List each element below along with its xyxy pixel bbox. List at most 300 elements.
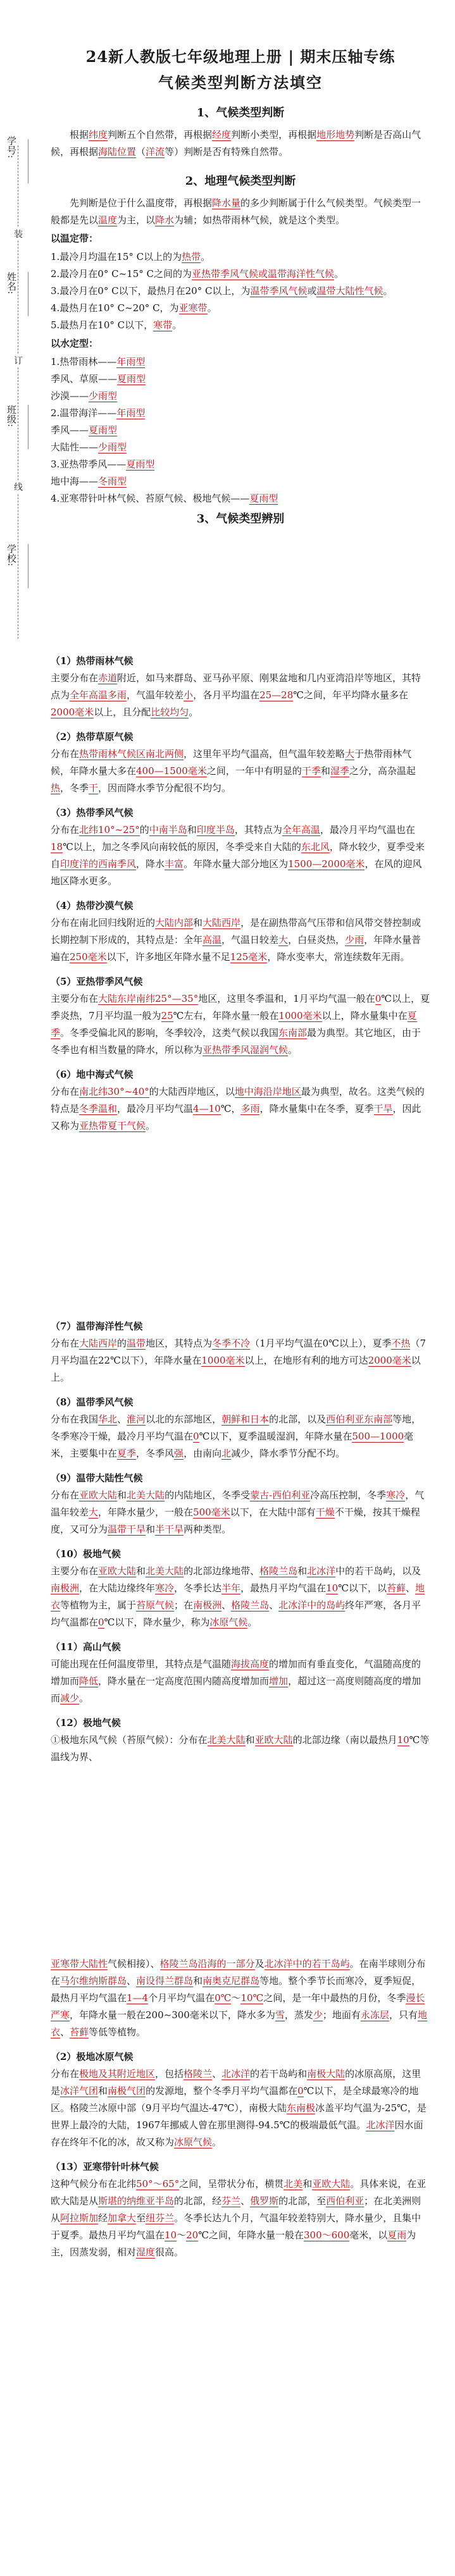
answer-fill: 0℃ <box>215 1992 232 2004</box>
answer-fill: 0 <box>297 2085 304 2097</box>
answer-fill: 干旱 <box>373 1103 393 1114</box>
answer-fill: 印度半岛 <box>196 824 235 835</box>
answer-fill: 减少 <box>60 1692 80 1704</box>
answer-fill: 0 <box>193 1431 199 1442</box>
answer-fill: 亚欧大陆 <box>98 1565 137 1577</box>
answer-fill: 亚热带夏干气候 <box>79 1120 146 1131</box>
margin-label-name: 姓名: <box>6 272 17 295</box>
text-run: 和 <box>117 1489 127 1501</box>
text-run: 经 <box>98 2212 108 2224</box>
text-run: 这种气候分布在北纬 <box>51 2178 137 2190</box>
margin-blank-school <box>28 544 29 588</box>
answer-fill: 纬度 <box>89 129 108 140</box>
answer-fill: 温度 <box>98 214 118 226</box>
text-run: 附近，如马来群岛、亚马孙平原、刚果盆地和几内亚湾沿岸等地区，其特点为 <box>51 672 421 701</box>
answer-fill: 夏季 <box>51 1010 417 1038</box>
text-run: 等）判断是否有特殊自然带。 <box>165 146 289 157</box>
answer-fill: 高温 <box>203 934 222 946</box>
answer-fill: 300～600 <box>304 2229 350 2241</box>
item-title: （7）温带海洋性气候 <box>51 1321 143 1332</box>
text-run: 主要分布在 <box>51 993 99 1004</box>
answer-fill: 1000毫米 <box>201 1355 245 1366</box>
answer-fill: 加拿大 <box>108 2212 137 2224</box>
answer-fill: 温带干旱 <box>108 1524 146 1535</box>
text-run: 至 <box>136 2212 146 2224</box>
temp-heading: 以温定带： <box>51 233 99 244</box>
rain-heading: 以水定型： <box>51 338 99 349</box>
answer-fill: 东南部 <box>278 1027 308 1038</box>
answer-fill: 朝鲜和日本 <box>221 1414 270 1425</box>
text-run: 以上，在地形有利的地方可达 <box>244 1355 368 1366</box>
answer-fill: 热 <box>51 782 61 794</box>
text-run: ，按其干燥程度，又可分为 <box>51 1507 420 1535</box>
binding-margin <box>0 0 41 759</box>
text-run: ，在风的迎风地区降水更多。 <box>51 858 422 887</box>
text-run: ，蒸发 <box>284 2009 313 2021</box>
answer-fill: 500毫米 <box>193 1507 230 1518</box>
answer-fill: 10℃ <box>240 1992 264 2004</box>
text-run: 分布在 <box>51 1086 80 1097</box>
answer-fill: 苔藓 <box>386 1582 406 1594</box>
text-run: 1.最冷月均温在15° C以上的为 <box>51 251 182 262</box>
text-run: ℃之间，年平均降水量多在 <box>293 689 409 701</box>
text-run: ；在北美洲则从 <box>51 2195 421 2224</box>
text-run: 之分，高杂温起 <box>349 765 416 777</box>
text-run: ℃以下，夏季温暖湿润，年降水量在 <box>199 1431 352 1442</box>
text-run: ℃以上，加之冬季风向南较低的原因，冬季受来自大陆的 <box>63 841 301 853</box>
text-run: 根据 <box>70 129 89 140</box>
answer-fill: 南极洲 <box>193 1599 222 1611</box>
text-run: 。 <box>247 1617 258 1628</box>
answer-fill: 北冰洋 <box>221 2068 251 2080</box>
text-run: 以下，在大陆中部有 <box>230 1507 316 1518</box>
item-body <box>51 2066 430 2151</box>
answer-fill: 干季 <box>301 765 321 777</box>
answer-fill: 地衣 <box>51 2009 427 2038</box>
binding-word-xian: 线 <box>13 481 24 493</box>
answer-fill: 夏雨型 <box>249 493 278 504</box>
text-run: 。 <box>146 1120 156 1131</box>
text-run: 两种类型。 <box>184 1524 232 1535</box>
text-run: 的增加而有垂直变化，气温随高度的增加而 <box>51 1658 421 1687</box>
answer-fill: 南设得兰群岛 <box>136 1975 194 1987</box>
answer-fill: 不热 <box>391 1338 411 1349</box>
answer-fill: 北 <box>221 1448 232 1459</box>
text-run: 分布在 <box>51 748 80 760</box>
item-body <box>51 990 430 1059</box>
text-run: 的北部边缘地带、 <box>184 1565 260 1577</box>
answer-fill: 降低 <box>79 1675 99 1687</box>
answer-fill: 比较均匀 <box>151 706 189 718</box>
text-run: 、 <box>60 2026 70 2038</box>
answer-fill: 湿度 <box>136 2246 156 2258</box>
answer-fill: 俄罗斯 <box>250 2195 279 2207</box>
item-title: （13）亚寒带针叶林气候 <box>51 2161 159 2172</box>
text-run: ℃以下，是全球最寒冷的地区。格陵兰冰原中部（9月平均气温达-47℃），南极大陆 <box>51 2085 419 2114</box>
answer-fill: 夏雨型 <box>117 373 146 385</box>
text-run: 的多少判断属于什么气候类型。气候类型一般都是先以 <box>51 197 421 226</box>
answer-fill: 夏雨 <box>387 2229 407 2241</box>
text-run: 等地，冬季寒冷干燥，最冷月平均气温在 <box>51 1414 421 1442</box>
text-run: 之间，一年中有明显的 <box>206 765 302 777</box>
text-run: ℃以下，降水量少，称为 <box>104 1617 210 1628</box>
answer-fill: 全年高温 <box>282 824 320 835</box>
answer-fill: 1500—2000毫米 <box>288 858 365 870</box>
text-run: 、 <box>212 2068 222 2080</box>
text-run: 分布在 <box>51 2068 80 2080</box>
item-title: （9）温带大陆性气候 <box>51 1472 143 1484</box>
list-item <box>51 422 430 439</box>
answer-fill: 大陆东岸南纬25°—35° <box>98 993 199 1004</box>
answer-fill: 南极洲 <box>51 1582 80 1594</box>
answer-fill: 纽芬兰 <box>146 2212 175 2224</box>
answer-fill: 冬季不冷 <box>212 1338 251 1349</box>
document-title: 24新人教版七年级地理上册 | 期末压轴专练 <box>85 47 396 66</box>
list-item <box>51 473 430 490</box>
text-run: 以上，且分配 <box>94 706 151 718</box>
answer-fill: 1000毫米 <box>278 1010 322 1021</box>
climate-items <box>51 653 430 1135</box>
answer-fill: 0 <box>375 993 382 1004</box>
text-run: ℃等温线为界、 <box>51 1734 430 1763</box>
answer-fill: 亚欧大陆 <box>254 1734 293 1746</box>
answer-fill: 海陆位置 <box>98 146 137 157</box>
answer-fill: 冬季温和 <box>79 1103 118 1114</box>
text-run: （1月平均气温在0℃以上），夏季 <box>250 1338 392 1349</box>
answer-fill: 2000毫米 <box>51 706 94 718</box>
text-run: 分布在南北回归线附近的 <box>51 917 156 928</box>
text-run: 和 <box>193 917 203 928</box>
text-run: ，因此又称为 <box>51 1103 421 1131</box>
answer-fill: 冰洋气团 <box>60 2085 99 2097</box>
text-run: 分布在 <box>51 1338 80 1349</box>
text-run: 个月平均气温在 <box>148 1992 215 2004</box>
text-run: 和 <box>320 765 330 777</box>
text-run: 很高。 <box>155 2246 184 2258</box>
margin-label-student-id: 学号: <box>6 136 17 159</box>
text-run: 和 <box>136 1565 146 1577</box>
text-run: ℃左右，年降水量一般在 <box>173 1010 279 1021</box>
text-run: ℃以下，以 <box>338 1582 387 1594</box>
text-run: 3.最冷月在0° C以下，最热月在20° C以上，为 <box>51 285 251 297</box>
text-run: 的北部，至 <box>278 2195 327 2207</box>
text-run: 季风—— <box>51 424 89 436</box>
answer-fill: 400—1500毫米 <box>136 765 207 777</box>
text-run: ，冬季 <box>60 782 89 794</box>
text-run: ，因而降水季节分配很不均匀。 <box>98 782 232 794</box>
list-item <box>51 300 430 317</box>
text-run: 。 <box>172 319 182 331</box>
answer-fill: 苔藓 <box>70 2026 89 2038</box>
text-run: ，气温年较差 <box>127 689 184 701</box>
document-content <box>51 0 430 2261</box>
answer-fill: 年雨型 <box>116 407 146 419</box>
text-run: 大陆性—— <box>51 441 99 453</box>
text-run: ；在 <box>174 1599 194 1611</box>
text-run: 。 <box>207 302 217 314</box>
text-run: 的北部，以及 <box>269 1414 327 1425</box>
answer-fill: 格陵兰岛 <box>259 1565 298 1577</box>
text-run: 之间，呈带状分布，横贯 <box>179 2178 284 2190</box>
rain-list <box>51 354 430 507</box>
text-run: ，降水 <box>136 858 165 870</box>
answer-fill: 1—4 <box>127 1992 149 2004</box>
text-run: 以北的东部地区， <box>146 1414 222 1425</box>
answer-fill: 降水 <box>155 214 175 226</box>
answer-fill: 东南极 <box>286 2102 315 2114</box>
item-title: （4）热带沙漠气候 <box>51 900 134 911</box>
answer-fill: 热带 <box>182 251 201 262</box>
list-item <box>51 354 430 371</box>
answer-fill: 全年高温多雨 <box>70 689 127 701</box>
list-item <box>51 405 430 422</box>
text-run: 主要分布在 <box>51 1565 99 1577</box>
text-run: 等低等植物。 <box>89 2026 146 2038</box>
text-run: ，包括 <box>155 2068 184 2080</box>
margin-label-class: 班级: <box>6 405 17 428</box>
answer-fill: 地衣 <box>51 1582 425 1611</box>
answer-fill: 西伯利亚东南部 <box>326 1414 393 1425</box>
section1-heading: 1、气候类型判断 <box>196 106 285 120</box>
answer-fill: 少雨型 <box>98 441 127 453</box>
text-run: 2.温带海洋—— <box>51 407 117 419</box>
answer-fill: 亚寒带大陆性 <box>51 1958 108 1969</box>
text-run: 2.最冷月在0° C~15° C之间的为 <box>51 268 192 280</box>
answer-fill: 阿拉斯加 <box>60 2212 99 2224</box>
answer-fill: 东北风 <box>301 841 330 853</box>
text-run: 、 <box>127 1975 137 1987</box>
text-run: ℃之间，年降水量一般在 <box>198 2229 304 2241</box>
answer-fill: 亚寒带 <box>178 302 208 314</box>
item-title: （12）极地气候 <box>51 1717 121 1729</box>
text-run: 4.最热月在10° C~20° C，为 <box>51 302 179 314</box>
answer-fill: 格陵兰岛沿海的一部分 <box>159 1958 255 1969</box>
text-run: 和 <box>302 2178 313 2190</box>
answer-fill: 夏雨型 <box>89 424 118 436</box>
margin-blank-student-id <box>28 139 29 183</box>
text-run: 的冰原高原，这里是 <box>51 2068 421 2097</box>
answer-fill: 亚欧大陆 <box>79 1489 118 1501</box>
answer-fill: 丰富 <box>165 858 184 870</box>
answer-fill: 华北 <box>98 1414 118 1425</box>
text-run: 4.亚寒带针叶林气候、苔原气候、极地气候—— <box>51 493 250 504</box>
text-run: ，超过这一高度则随高度的增加而 <box>51 1675 421 1704</box>
text-run: 的北部边缘（南以最热月 <box>292 1734 397 1746</box>
answer-fill: 少 <box>313 2009 323 2021</box>
answer-fill: 25—28 <box>259 689 294 701</box>
answer-fill: 马尔维纳斯群岛 <box>60 1975 127 1987</box>
text-run: 判断五个自然带，再根据 <box>108 129 213 140</box>
answer-fill: 25 <box>161 1010 173 1021</box>
answer-fill: 半年 <box>221 1582 241 1594</box>
answer-fill: 10 <box>326 1582 339 1594</box>
answer-fill: 北纬10°~25° <box>79 824 140 835</box>
answer-fill: 18 <box>51 841 63 853</box>
text-run: ①极地东风气候（苔原气候）：分布在 <box>51 1734 208 1746</box>
answer-fill: 125毫米 <box>230 951 268 963</box>
answer-fill: 大 <box>345 748 355 760</box>
answer-fill: 大陆西岸 <box>79 1338 118 1349</box>
answer-fill: 南奥克尼群岛 <box>203 1975 260 1987</box>
text-run: 最为典型，故名。这类气候的特点是 <box>51 1086 425 1114</box>
text-run: 和 <box>187 824 197 835</box>
answer-fill: 永冻层 <box>360 2009 389 2021</box>
answer-fill: 20 <box>186 2229 199 2241</box>
list-item <box>51 371 430 388</box>
text-run: 及 <box>254 1958 265 1969</box>
answer-fill: 苔原气候 <box>136 1599 175 1611</box>
text-run: 。 <box>201 251 211 262</box>
text-run: 毫米，主要集中在 <box>51 1431 414 1459</box>
text-run: 。年降水量大部分地区为 <box>184 858 289 870</box>
text-run: 判断小类型，再根据 <box>231 129 317 140</box>
text-run: 地区，这里冬季温和，1月平均气温一般在 <box>198 993 375 1004</box>
answer-fill: 芬兰 <box>221 2195 241 2207</box>
answer-fill: 2000毫米 <box>368 1355 411 1366</box>
text-run: 。 <box>79 1692 89 1704</box>
answer-fill: 蒙古-西伯利亚 <box>250 1489 311 1501</box>
text-run: ～ <box>231 1992 241 2004</box>
answer-fill: 多雨 <box>240 1103 260 1114</box>
text-run: 和 <box>245 1734 255 1746</box>
text-run: （ <box>136 146 146 157</box>
item-body <box>51 1411 430 1462</box>
text-run: （7月平均温在22℃以下），年降水量在 <box>51 1338 427 1366</box>
text-run: ，最冷月平均气温 <box>117 1103 194 1114</box>
answer-fill: 北冰洋 <box>366 2119 395 2131</box>
text-run: 为主，以 <box>117 214 156 226</box>
item-title: （3）热带季风气候 <box>51 807 134 818</box>
item-body <box>51 1563 430 1631</box>
answer-fill: 洋流 <box>146 146 165 157</box>
answer-fill: 印度洋的西南季风 <box>60 858 137 870</box>
text-run: 之间，是一年中最热的月份，冬季 <box>263 1992 406 2004</box>
item-body <box>51 1732 430 1766</box>
text-run: 。冬季受偏北风的影响，冬季较冷，这类气候以我国 <box>60 1027 279 1038</box>
answer-fill: 北美大陆 <box>146 1565 184 1577</box>
item-body <box>51 1956 430 2041</box>
text-run: 。 <box>288 1044 298 1056</box>
text-run: 减少，降水季节分配不均。 <box>231 1448 346 1459</box>
list-item <box>51 439 430 456</box>
item-body <box>51 1656 430 1707</box>
answer-fill: 大陆西岸 <box>203 917 241 928</box>
climate-items-page2 <box>51 1318 430 1766</box>
answer-fill: 温带 <box>127 1338 146 1349</box>
text-run: ，白昼炎热， <box>288 934 346 946</box>
text-run: 先判断是位于什么温度带，再根据 <box>70 197 213 209</box>
text-run: 不干燥 <box>334 1507 363 1518</box>
text-run: ～ <box>177 2229 187 2241</box>
item-body <box>51 1083 430 1135</box>
text-run: 的内陆地区，冬季受 <box>165 1489 251 1501</box>
margin-label-school: 学校: <box>6 544 17 567</box>
binding-word-ding: 订 <box>13 354 24 367</box>
margin-blank-class <box>28 405 29 449</box>
text-run: ，气温日较差 <box>221 934 279 946</box>
text-run: 和 <box>193 1975 203 1987</box>
text-run: ；地面有 <box>322 2009 361 2021</box>
text-run: 。 <box>383 285 393 297</box>
answer-fill: 500—1000 <box>352 1431 404 1442</box>
answer-fill: 格陵兰 <box>184 2068 213 2080</box>
item-body <box>51 1487 430 1538</box>
answer-fill: 寒冷 <box>386 1489 406 1501</box>
text-run: 、 <box>117 1414 127 1425</box>
text-run: ，最冷月平均气温也在 <box>320 824 415 835</box>
answer-fill: 冰原气候 <box>174 2136 213 2148</box>
answer-fill: 经度 <box>212 129 232 140</box>
text-run: 的发源地，整个冬季月平均气温都在 <box>146 2085 298 2097</box>
answer-fill: 强 <box>174 1448 184 1459</box>
list-item <box>51 266 430 283</box>
answer-fill: 海拔高度 <box>231 1658 270 1670</box>
text-run: 、 <box>240 2195 251 2207</box>
item-body <box>51 822 430 890</box>
text-run: 沙漠—— <box>51 390 89 402</box>
answer-fill: 寒带 <box>153 319 173 331</box>
margin-blank-name <box>28 272 29 316</box>
answer-fill: 250毫米 <box>70 951 107 963</box>
text-run: ，各月平均温在 <box>193 689 260 701</box>
answer-fill: 淮河 <box>127 1414 146 1425</box>
answer-fill: 少雨 <box>345 934 365 946</box>
answer-fill: 大 <box>278 934 289 946</box>
answer-fill: 北美大陆 <box>127 1489 165 1501</box>
text-run: ，是在副热带高气压带和信风带交替控制或长期控制下形成的，其特点是：全年 <box>51 917 421 946</box>
answer-fill: 地形地势 <box>316 129 355 140</box>
answer-fill: 冰原气候 <box>209 1617 248 1628</box>
text-run: 或 <box>307 285 317 297</box>
list-item <box>51 317 430 334</box>
answer-fill: 湿季 <box>330 765 349 777</box>
section1-body <box>51 126 430 161</box>
section2-intro <box>51 195 430 229</box>
answer-fill: 夏雨型 <box>126 459 155 470</box>
text-run: ，在大陆边缘终年 <box>79 1582 156 1594</box>
answer-fill: 大 <box>89 1507 99 1518</box>
item-body <box>51 746 430 797</box>
answer-fill: 亚热带季风湿润气候 <box>203 1044 289 1056</box>
text-run: ℃以上，夏季炎热，7月平均温一般为 <box>51 993 430 1021</box>
text-run: 等植物为主，属于 <box>60 1599 137 1611</box>
text-run: 可能出现在任何温度带里，其特点是气温随 <box>51 1658 232 1670</box>
text-run: 最为典型。其它地区，由于冬季也有相当数量的降水，所以称为 <box>51 1027 421 1056</box>
answer-fill: 寒冷 <box>155 1582 175 1594</box>
answer-fill: 夏季 <box>117 1448 137 1459</box>
answer-fill: 极地及其附近地区 <box>79 2068 156 2080</box>
item-title: （8）温带季风气候 <box>51 1396 134 1408</box>
text-run: ，其特点为 <box>234 824 282 835</box>
text-run: ，最热月平均气温在 <box>240 1582 327 1594</box>
text-run: 判断是否高山气候，再根据 <box>51 129 421 157</box>
answer-fill: 漫长严寒 <box>51 1992 425 2021</box>
text-run: 于热带雨林气候，年降水量大多在 <box>51 748 412 777</box>
text-run: 等地。整个季节长而寒冷，夏季短促，最热月平均气温在 <box>51 1975 421 2004</box>
answer-fill: 斯堪的纳维亚半岛 <box>98 2195 175 2207</box>
item-title: （2）热带草原气候 <box>51 731 134 743</box>
answer-fill: 北冰洋中的若干岛屿 <box>264 1958 350 1969</box>
answer-fill: 西伯利亚 <box>326 2195 365 2207</box>
text-run: 分布在 <box>51 824 80 835</box>
answer-fill: 热带雨林气候区南北两侧 <box>79 748 184 760</box>
list-item <box>51 388 430 405</box>
text-run: 3.亚热带季风—— <box>51 459 127 470</box>
answer-fill: 干燥 <box>315 1507 335 1518</box>
text-run: 、 <box>221 1599 232 1611</box>
answer-fill: 小 <box>184 689 194 701</box>
text-run: ，冬季长达 <box>174 1582 222 1594</box>
